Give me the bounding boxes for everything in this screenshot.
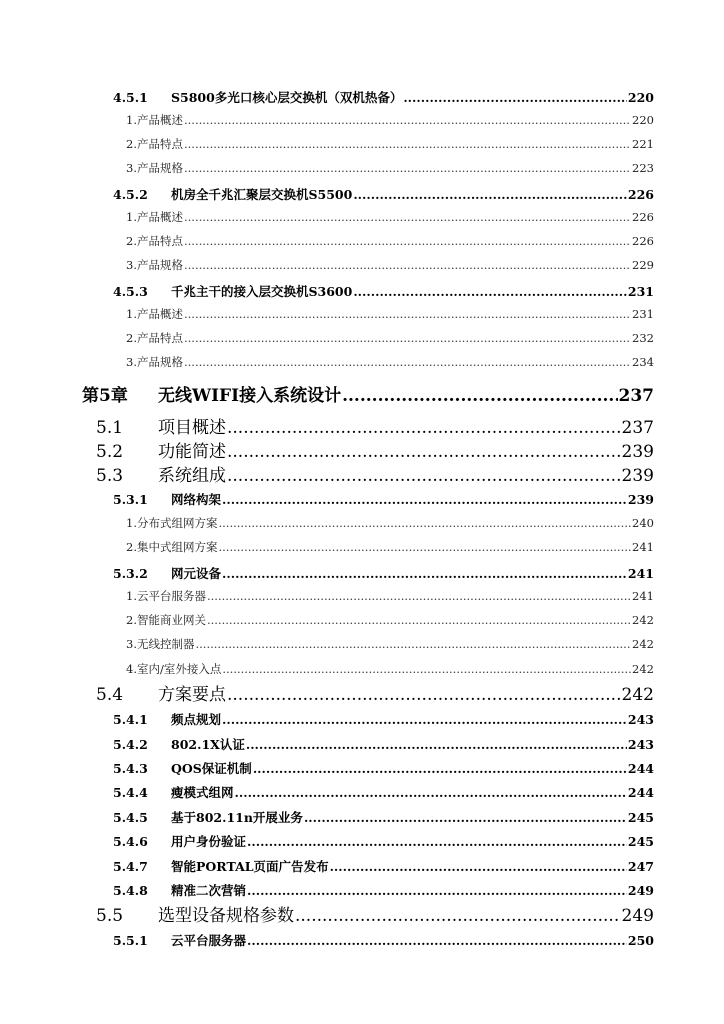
toc-entry-title: 用户身份验证: [171, 834, 247, 849]
toc-entry[interactable]: [126, 306, 654, 322]
toc-entry-page: 241: [632, 540, 654, 554]
dot-leader: [353, 284, 627, 299]
toc-entry-title: 3.产品规格: [126, 258, 183, 272]
dot-leader: [184, 307, 631, 321]
toc-entry-page: 226: [632, 234, 654, 248]
toc-entry-page: 243: [627, 712, 654, 727]
toc-entry[interactable]: [113, 881, 654, 899]
toc-entry-page: 244: [627, 761, 654, 776]
toc-entry-title: S5800多光口核心层交换机（双机热备）: [171, 90, 403, 105]
dot-leader: [227, 685, 621, 705]
toc-entry-title: 4.室内/室外接入点: [126, 662, 222, 676]
toc-entry[interactable]: [126, 588, 654, 604]
toc-entry-title: 2.产品特点: [126, 137, 183, 151]
toc-entry-number: 4.5.1: [113, 90, 148, 105]
toc-entry-page: 241: [627, 566, 654, 581]
toc-entry-number: 5.4.6: [113, 834, 148, 849]
toc-entry-page: 249: [621, 906, 654, 926]
toc-entry-title: 1.产品概述: [126, 210, 183, 224]
toc-entry-title: 基于802.11n开展业务: [171, 810, 303, 825]
dot-leader: [184, 210, 631, 224]
toc-entry-page: 245: [627, 810, 654, 825]
toc-entry-page: 220: [627, 90, 654, 105]
toc-entry[interactable]: [126, 354, 654, 370]
toc-entry-page: 249: [627, 883, 654, 898]
toc-entry-page: 239: [627, 492, 654, 507]
toc-entry-title: 精准二次营销: [171, 883, 247, 898]
toc-entry-title: 3.产品规格: [126, 161, 183, 175]
toc-entry-title: 802.1X认证: [171, 737, 245, 752]
toc-entry-title: 3.无线控制器: [126, 637, 195, 651]
toc-entry[interactable]: [113, 185, 654, 203]
toc-entry[interactable]: [113, 490, 654, 508]
toc-entry[interactable]: [126, 136, 654, 152]
toc-entry-page: 250: [627, 933, 654, 948]
dot-leader: [330, 859, 627, 874]
dot-leader: [295, 906, 621, 926]
toc-entry-title: 方案要点: [158, 685, 226, 705]
toc-entry-title: 1.云平台服务器: [126, 589, 206, 603]
toc-entry-title: QOS保证机制: [171, 761, 252, 776]
toc-entry-title: 1.分布式组网方案: [126, 516, 218, 530]
dot-leader: [403, 90, 627, 105]
toc-entry-page: 231: [627, 284, 654, 299]
toc-entry-title: 选型设备规格参数: [158, 906, 294, 926]
toc-entry-title: 1.产品概述: [126, 307, 183, 321]
toc-entry-number: 5.4.2: [113, 737, 148, 752]
toc-entry-number: 5.3.1: [113, 492, 148, 507]
toc-entry-page: 247: [627, 859, 654, 874]
toc-entry[interactable]: [113, 808, 654, 826]
toc-entry-title: 3.产品规格: [126, 355, 183, 369]
toc-entry-page: 245: [627, 834, 654, 849]
toc-entry-page: 226: [632, 210, 654, 224]
dot-leader: [246, 737, 627, 752]
toc-entry[interactable]: [96, 437, 654, 462]
toc-entry[interactable]: [126, 515, 654, 531]
toc-entry-number: 5.4.1: [113, 712, 148, 727]
dot-leader: [247, 834, 627, 849]
toc-entry[interactable]: [113, 931, 654, 949]
toc-entry-page: 226: [627, 187, 654, 202]
toc-entry[interactable]: [113, 282, 654, 300]
dot-leader: [195, 637, 631, 651]
toc-entry[interactable]: [113, 832, 654, 850]
dot-leader: [184, 234, 631, 248]
toc-entry[interactable]: [126, 330, 654, 346]
toc-entry-page: 242: [632, 637, 654, 651]
toc-entry[interactable]: [96, 680, 654, 705]
toc-entry-title: 2.集中式组网方案: [126, 540, 218, 554]
toc-entry-page: 242: [621, 685, 654, 705]
toc-entry[interactable]: [126, 160, 654, 176]
dot-leader: [253, 761, 627, 776]
toc-entry[interactable]: [126, 612, 654, 628]
toc-entry-number: 5.4.3: [113, 761, 148, 776]
toc-entry-number: 4.5.3: [113, 284, 148, 299]
toc-entry-title: 系统组成: [158, 466, 226, 486]
toc-entry-title: 2.智能商业网关: [126, 613, 206, 627]
dot-leader: [184, 355, 631, 369]
dot-leader: [247, 883, 627, 898]
toc-entry[interactable]: [113, 783, 654, 801]
dot-leader: [222, 662, 631, 676]
toc-entry-title: 千兆主干的接入层交换机S3600: [171, 284, 353, 299]
toc-entry-number: 5.2: [96, 442, 124, 462]
toc-entry-number: 5.5: [96, 906, 124, 926]
toc-entry-title: 2.产品特点: [126, 234, 183, 248]
toc-entry-number: 5.3: [96, 466, 124, 486]
toc-entry-title: 机房全千兆汇聚层交换机S5500: [171, 187, 353, 202]
toc-entry-number: 第5章: [82, 386, 128, 406]
toc-entry[interactable]: [126, 539, 654, 555]
toc-entry-title: 1.产品概述: [126, 113, 183, 127]
dot-leader: [342, 386, 617, 406]
toc-entry-page: 240: [632, 516, 654, 530]
toc-entry[interactable]: [126, 209, 654, 225]
dot-leader: [227, 466, 621, 486]
dot-leader: [207, 613, 631, 627]
toc-entry-title: 2.产品特点: [126, 331, 183, 345]
dot-leader: [184, 113, 631, 127]
toc-entry[interactable]: [96, 901, 654, 926]
toc-entry[interactable]: [126, 233, 654, 249]
toc-entry[interactable]: [113, 735, 654, 753]
toc-entry-number: 5.4.4: [113, 785, 148, 800]
toc-entry-page: 239: [621, 466, 654, 486]
toc-entry[interactable]: [126, 112, 654, 128]
dot-leader: [222, 492, 627, 507]
toc-entry-number: 4.5.2: [113, 187, 148, 202]
dot-leader: [222, 712, 627, 727]
toc-entry[interactable]: [113, 88, 654, 106]
toc-entry-page: 237: [621, 418, 654, 438]
toc-entry-title: 功能简述: [158, 442, 226, 462]
dot-leader: [235, 785, 627, 800]
toc-entry-page: 239: [621, 442, 654, 462]
toc-entry-page: 237: [618, 386, 654, 406]
toc-entry[interactable]: [113, 564, 654, 582]
toc-entry-page: 234: [632, 355, 654, 369]
toc-entry-number: 5.1: [96, 418, 124, 438]
toc-entry-number: 5.5.1: [113, 933, 148, 948]
toc-entry-page: 244: [627, 785, 654, 800]
toc-entry[interactable]: [126, 636, 654, 652]
toc-entry-page: 220: [632, 113, 654, 127]
dot-leader: [184, 331, 631, 345]
dot-leader: [184, 258, 631, 272]
toc-entry-page: 232: [632, 331, 654, 345]
toc-entry-page: 242: [632, 662, 654, 676]
toc-entry-page: 242: [632, 613, 654, 627]
toc-entry[interactable]: [126, 257, 654, 273]
toc-entry[interactable]: [82, 381, 654, 406]
toc-entry-title: 瘦模式组网: [171, 785, 234, 800]
toc-entry-title: 智能PORTAL页面广告发布: [171, 859, 329, 874]
toc-entry-number: 5.3.2: [113, 566, 148, 581]
toc-entry-title: 云平台服务器: [171, 933, 247, 948]
dot-leader: [218, 516, 631, 530]
toc-entry[interactable]: [96, 461, 654, 486]
toc-entry-title: 项目概述: [158, 418, 226, 438]
toc-entry[interactable]: [96, 413, 654, 438]
dot-leader: [353, 187, 627, 202]
toc-entry-title: 频点规划: [171, 712, 222, 727]
toc-entry-title: 网元设备: [171, 566, 222, 581]
toc-entry-number: 5.4.5: [113, 810, 148, 825]
dot-leader: [184, 137, 631, 151]
dot-leader: [227, 442, 621, 462]
toc-entry[interactable]: [113, 710, 654, 728]
dot-leader: [184, 161, 631, 175]
toc-entry-page: 241: [632, 589, 654, 603]
toc-entry-title: 网络构架: [171, 492, 222, 507]
toc-entry-title: 无线WIFI接入系统设计: [158, 386, 342, 406]
dot-leader: [227, 418, 621, 438]
toc-entry[interactable]: [113, 759, 654, 777]
toc-entry-page: 221: [632, 137, 654, 151]
dot-leader: [304, 810, 627, 825]
toc-entry-page: 243: [627, 737, 654, 752]
toc-entry-page: 231: [632, 307, 654, 321]
toc-entry-page: 223: [632, 161, 654, 175]
dot-leader: [207, 589, 631, 603]
dot-leader: [218, 540, 631, 554]
toc-entry-number: 5.4.7: [113, 859, 148, 874]
dot-leader: [222, 566, 627, 581]
toc-entry[interactable]: [113, 857, 654, 875]
toc-entry[interactable]: [126, 661, 654, 677]
toc-entry-page: 229: [632, 258, 654, 272]
dot-leader: [247, 933, 627, 948]
toc-entry-number: 5.4: [96, 685, 124, 705]
toc-entry-number: 5.4.8: [113, 883, 148, 898]
